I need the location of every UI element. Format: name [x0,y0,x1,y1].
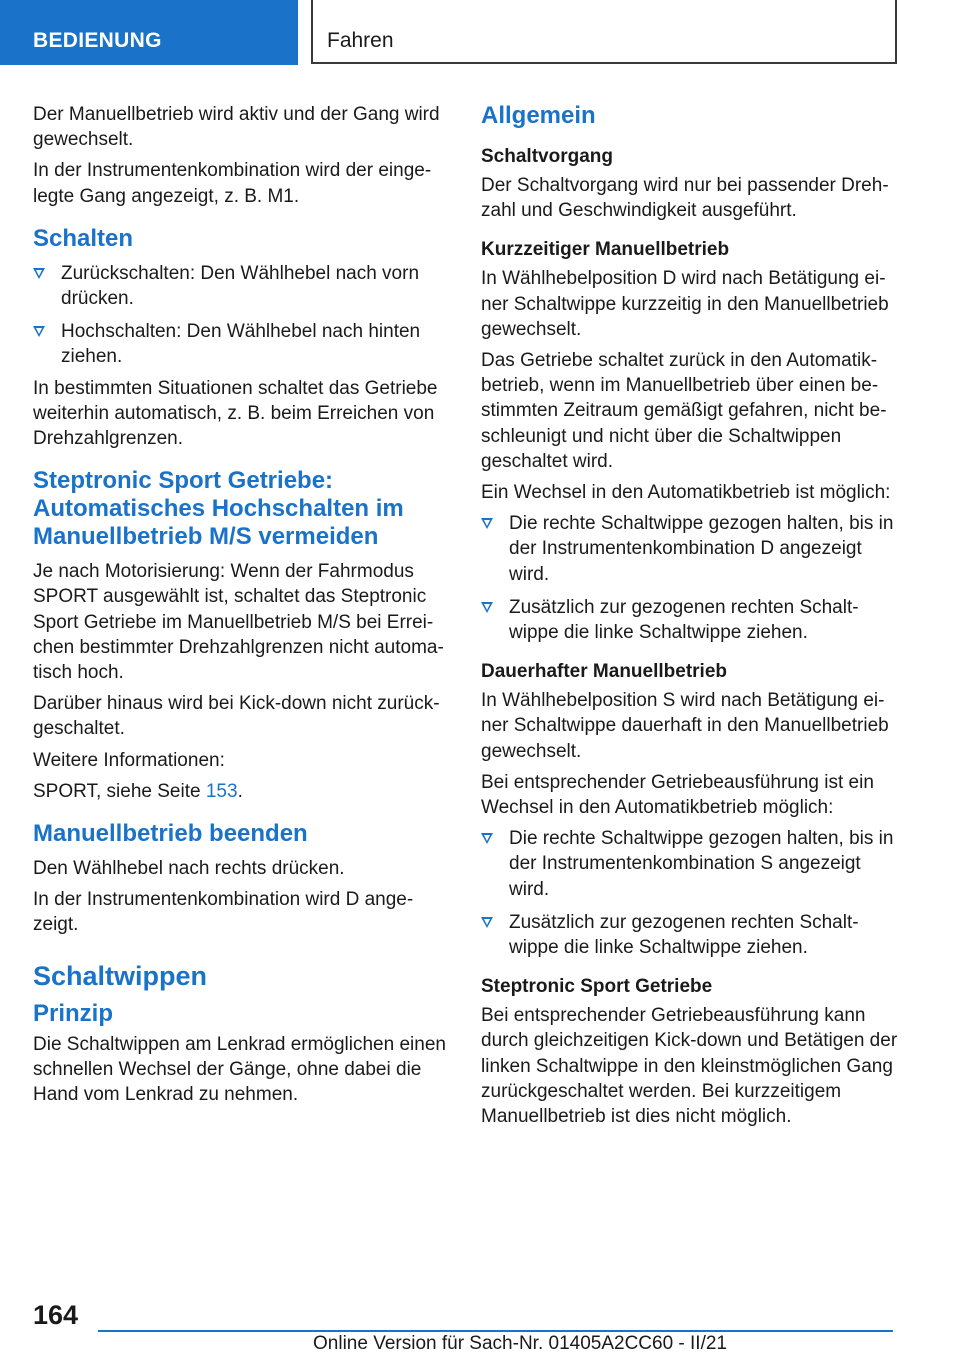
list-item [481,595,899,645]
page-number: 164 [33,1300,79,1330]
footer-divider [98,1330,893,1332]
list-item [481,511,899,587]
schalten-list [33,261,451,370]
page-link-153[interactable]: 153 [205,780,238,802]
kurzzeitig-list [481,511,899,645]
subheading-kurzzeitiger-manuellbetrieb: Kurzzeitiger Manuellbetrieb [481,239,730,261]
sport-reference-suffix: . [237,780,243,802]
page-header [0,0,960,68]
beenden-paragraph-2: In der Instrumentenkombination wird D angezeigt. [33,889,414,936]
list-item-text: Hochschalten: Den Wählhebel nach hinten ziehen. [61,321,421,368]
dauerhaft-list [481,826,899,960]
sport-paragraph: Bei entsprechender Getriebeausführung kann durch gleichzeitigen Kick-down und Betätigen der linken Schaltwippe in den kleinstmöglichen Gang zurückgeschaltet werden. Bei kurzzeitigem Manuellbetrieb ist dies nicht möglich. [481,1005,898,1128]
list-item-text: Zusätzlich zur gezogenen rechten Schaltwippe die linke Schaltwippe ziehen. [509,596,859,644]
steptronic-paragraph-3: Weitere Informationen: [33,749,225,771]
bullet-triangle-icon [481,917,493,928]
schalten-paragraph: In bestimmten Situationen schaltet das Getriebe weiterhin automatisch, z. B. beim Erreichen von Drehzahlgrenzen. [33,377,438,450]
subheading-dauerhafter-manuellbetrieb: Dauerhafter Manuellbetrieb [481,661,727,683]
kurzzeitig-paragraph-3: Ein Wechsel in den Automatikbetrieb ist möglich: [481,482,891,504]
bullet-triangle-icon [33,326,45,337]
steptronic-paragraph-1: Je nach Motorisierung: Wenn der Fahrmodus SPORT ausgewählt ist, schaltet das Steptronic Sport Getriebe im Manuellbetrieb M/S bei Erreichen bestimmter Drehzahlgrenzen nicht automatisch hoch. [33,561,444,684]
heading-schaltwippen: Schaltwippen [33,960,208,991]
right-column [481,102,899,1135]
chapter-title: Fahren [327,29,394,52]
heading-schalten: Schalten [33,224,134,252]
sport-reference [33,779,451,804]
list-item-text: Zurückschalten: Den Wählhebel nach vorn drücken. [61,262,420,310]
steptronic-paragraph-2: Darüber hinaus wird bei Kick-down nicht zurückgeschaltet. [33,693,440,740]
schaltvorgang-paragraph: Der Schaltvorgang wird nur bei passender Drehzahl und Geschwindigkeit ausgeführt. [481,175,889,222]
bullet-triangle-icon [33,268,45,279]
dauerhaft-paragraph-1: In Wählhebelposition S wird nach Betätigung einer Schaltwippe dauerhaft in den Manuellbetrieb gewechselt. [481,690,889,762]
subheading-steptronic-sport-getriebe: Steptronic Sport Getriebe [481,976,713,998]
heading-allgemein: Allgemein [481,102,596,129]
left-column [33,102,451,1113]
list-item [481,910,899,960]
list-item-text: Die rechte Schaltwippe gezogen halten, bis in der Instrumentenkombination D angezeigt wird. [509,513,894,585]
list-item-text: Die rechte Schaltwippe gezogen halten, bis in der Instrumentenkombination S angezeigt wird. [509,828,894,900]
kurzzeitig-paragraph-2: Das Getriebe schaltet zurück in den Automatikbetrieb, wenn im Manuellbetrieb über einen bestimmten Zeitraum gemäßigt gefahren, nicht beschleunigt und nicht über die Schaltwippen geschaltet wird. [481,350,887,472]
beenden-paragraph-1: Den Wählhebel nach rechts drücken. [33,858,345,880]
chapter-box [311,0,897,64]
list-item [481,826,899,902]
intro-paragraph-2: In der Instrumentenkombination wird der eingelegte Gang angezeigt, z. B. M1. [33,160,432,207]
kurzzeitig-paragraph-1: In Wählhebelposition D wird nach Betätigung einer Schaltwippe kurzzeitig in den Manuellbetrieb gewechselt. [481,268,889,340]
list-item [33,261,451,311]
section-tab-label: BEDIENUNG [33,29,162,52]
bullet-triangle-icon [481,518,493,529]
list-item [33,319,451,369]
prinzip-paragraph: Die Schaltwippen am Lenkrad ermöglichen einen schnellen Wechsel der Gänge, ohne dabei die Hand vom Lenkrad zu nehmen. [33,1033,446,1106]
list-item-text: Zusätzlich zur gezogenen rechten Schaltwippe die linke Schaltwippe ziehen. [509,911,859,959]
bullet-triangle-icon [481,602,493,613]
dauerhaft-paragraph-2: Bei entsprechender Getriebeausführung ist ein Wechsel in den Automatikbetrieb möglich: [481,771,874,819]
heading-prinzip: Prinzip [33,999,114,1027]
intro-paragraph-1: Der Manuellbetrieb wird aktiv und der Gang wird gewechselt. [33,104,440,151]
sport-reference-text: SPORT, siehe Seite [33,780,206,802]
heading-steptronic-sport: Steptronic Sport Getriebe: Automatisches Hochschalten im Manuellbetrieb M/S vermeiden [33,467,404,551]
footer-online-version: Online Version für Sach-Nr. 01405A2CC60 - II/21 [313,1333,728,1354]
subheading-schaltvorgang: Schaltvorgang [481,146,613,167]
heading-manuellbetrieb-beenden: Manuellbetrieb beenden [33,820,308,848]
bullet-triangle-icon [481,833,493,844]
section-tab [0,0,298,65]
